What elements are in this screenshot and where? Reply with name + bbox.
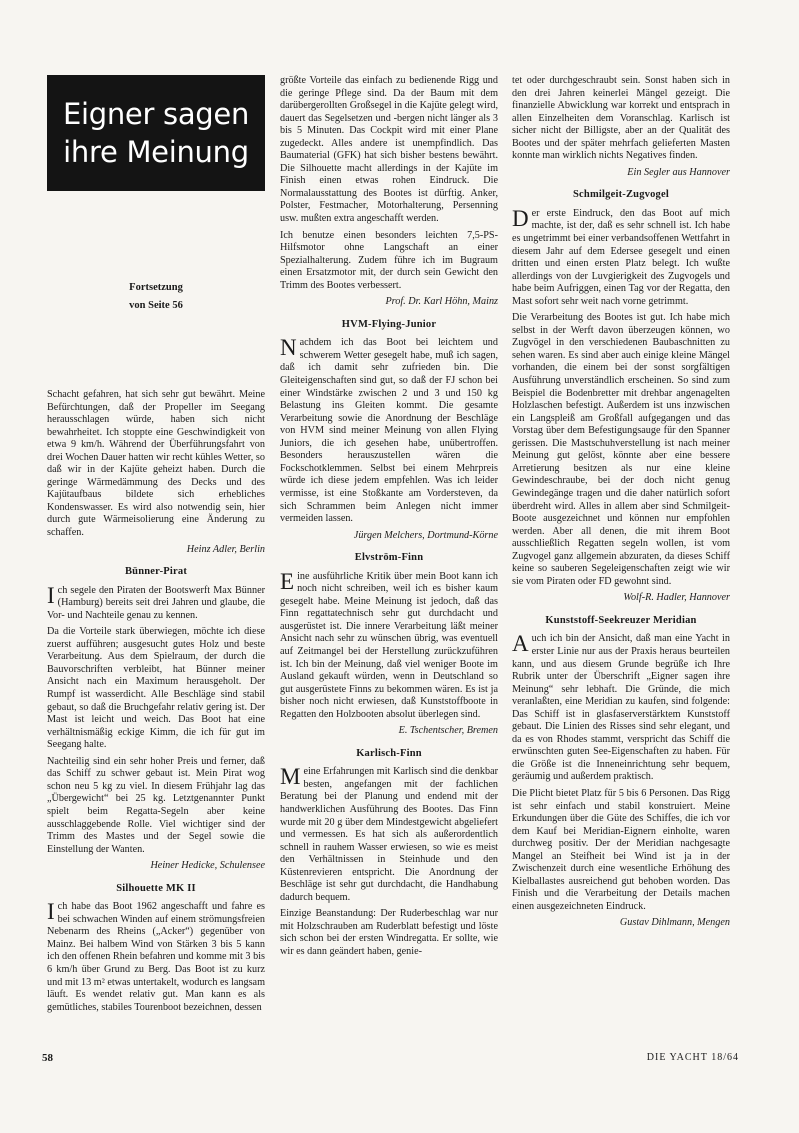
author-signature: Prof. Dr. Karl Höhn, Mainz bbox=[385, 296, 498, 308]
paragraph: Nachteilig sind ein sehr hoher Preis und ferner, daß das Schiff zu schwer gebaut ist. Mein Pirat wog schon neu 5 kg zu viel. In diesem Frühjahr lag das „Übergewicht“ bei 25 kg. Letztgenannter Punkt spielt beim Regatta-Segeln aber keine ausschlaggebende Rolle. Viel wichtiger sind der Trimm des Mastes und der Segel sowie die Einstellung der Wanten. bbox=[47, 755, 265, 855]
paragraph: größte Vorteile das einfach zu bedienende Rigg und die geringe Pflege sind. Da der Baum mit dem darübergerollten Großsegel in die Kajüte gelegt wird, dauert das Segelsetzen und -bergen nicht länger als 3 bis 5 Minuten. Das Cockpit wird mit einer Plane zugedeckt. Alles andere ist unempfindlich. Das Baumaterial (GFK) hat sich bisher bestens bewährt. Die Silhouette macht allerdings in der Kajüte im Finish einen etwas rohen Eindruck. Die Normalausstattung des Bootes ist dürftig. Anker, Polster, Festmacher, Motorhalterung, Persenning usw. mußten extra angeschafft werden. bbox=[280, 75, 498, 225]
author-signature: Wolf-R. Hadler, Hannover bbox=[623, 592, 730, 604]
magazine-footer: DIE YACHT 18/64 bbox=[646, 1052, 739, 1063]
continued-line-1: Fortsetzung bbox=[129, 282, 183, 293]
author-signature: Jürgen Melchers, Dortmund-Körne bbox=[353, 529, 498, 541]
section-heading: HVM-Flying-Junior bbox=[341, 318, 437, 330]
paragraph: Da die Vorteile stark überwiegen, möchte ich diese zuerst aufführen; ausgesucht gutes Holz und beste Verarbeitung. Aus dem Spielraum, der durch die Bauvorschriften verbleibt, hat Bünner meiner Ansicht nach ein Maximum herausgeholt. Der Rumpf ist wasserdicht. Alle Beschläge sind stabil gebaut, so daß die Bruchgefahr relativ gering ist. Der Mast ist leicht und weich. Das Boot hat eine verhältnismäßig eckige Kimm, die ich für gut im Seegang halte. bbox=[47, 626, 265, 751]
paragraph: Ich benutze einen besonders leichten 7,5-PS-Hilfsmotor ohne Langschaft an einer Spezialhalterung. Zudem führe ich im Bugraum einen Ersatzmotor mit, der durch sein Gewicht den Trimm des Bootes verbessert. bbox=[280, 229, 498, 291]
section-heading: Elvström-Finn bbox=[354, 552, 424, 564]
author-signature: Gustav Dihlmann, Mengen bbox=[619, 917, 730, 929]
headline-line-1: Eigner sagen bbox=[62, 97, 250, 131]
page-number: 58 bbox=[42, 1052, 53, 1064]
column-2 bbox=[280, 75, 498, 963]
section-heading: Schmilgeit-Zugvogel bbox=[573, 189, 669, 201]
paragraph: Meine Erfahrungen mit Karlisch sind die denkbar besten, angefangen mit der fachlichen Beratung bei der Planung und endend mit der handwerklichen Ausführung des Bootes. Das Finn wurde mit 20 g über dem Mindestgewicht abgeliefert und vermessen. Es hat sich als außerordentlich schnell in rauhem Wasser erwiesen, so wie es meist den Verhältnissen in Steinhude und den Küstenrevieren entspricht. Die Anordnung der Beschläge ist sehr gut durchdacht, die Handhabung dadurch bequem. bbox=[280, 764, 498, 903]
column-3 bbox=[512, 75, 730, 940]
author-signature: E. Tschentscher, Bremen bbox=[398, 725, 498, 737]
paragraph: Die Plicht bietet Platz für 5 bis 6 Personen. Das Rigg ist sehr einfach und stabil konstruiert. Meine Erkundungen über die Güte des Schiffes, die ich vor dem Kauf bei Meridian-Eignern einholte, waren durchweg positiv. Der der Meridian nachgesagte Mangel an Steifheit bei Wind ist ja in der Zwischenzeit durch eine wesentliche Erhöhung des Kielballastes ausreichend gut behoben worden. Das Finish und die Verarbeitung der Details machen einen ausgezeichneten Eindruck. bbox=[512, 787, 730, 912]
paragraph: Schacht gefahren, hat sich sehr gut bewährt. Meine Befürchtungen, daß der Propeller im Seegang herausschlagen würde, haben sich nicht bewahrheitet. Ich stoppte eine Geschwindigkeit von etwa 9 km/h. Während der Überführungsfahrt von drei Wochen Dauer hatten wir recht kühles Wetter, so daß wir in der Kajüte geheizt haben. Durch die geringe Wärmedämmung des Decks und des Kajütaufbaus bildete sich erhebliches Kondenswasser. Es wird also notwendig sein, hier durch gute Wärmeisolierung eine Änderung zu schaffen. bbox=[47, 389, 265, 539]
author-signature: Heiner Hedicke, Schulensee bbox=[150, 860, 265, 872]
section-heading: Karlisch-Finn bbox=[356, 747, 422, 759]
paragraph: Ich habe das Boot 1962 angeschafft und fahre es bei schwachen Winden auf einem strömungsfreien Nebenarm des Rheins („Acker“) gegenüber von Mainz. Bei halbem Wind von Stärken 3 bis 5 kann ich den offenen Rhein befahren und komme mit 3 bis 6 km/h über Grund zu Berg. Das Boot ist zu kurz und mit 13 m² etwas untertakelt, wodurch es langsam läuft. Es wendet relativ gut. Man kann es als gemütliches, stabiles Tourenboot bezeichnen, dessen bbox=[47, 899, 265, 1013]
author-signature: Heinz Adler, Berlin bbox=[186, 543, 265, 555]
author-signature: Ein Segler aus Hannover bbox=[627, 166, 730, 178]
paragraph: Ich segele den Piraten der Bootswerft Max Bünner (Hamburg) bereits seit drei Jahren und glaube, die Vor- und Nachteile genau zu kennen. bbox=[47, 582, 265, 621]
paragraph: Auch ich bin der Ansicht, daß man eine Yacht in erster Linie nur aus der Praxis heraus beurteilen kann, und aus diesem Grunde begrüße ich Ihre Rubrik unter der Überschrift „Eigner sagen ihre Meinung“ sehr lebhaft. Die Gründe, die mich veranlaßten, eine Meridian zu kaufen, sind folgende: Das Schiff ist in glasfaserverstärktem Kunststoff gebaut. Die Linien des Risses sind sehr elegant, und da es von Rhodes stammt, verspricht das Schiff die erwünschten guten See-Eigenschaften zu haben. Für die Größe ist die Inneneinrichtung sehr bequem, geräumig und außerdem praktisch. bbox=[512, 631, 730, 783]
paragraph: Nachdem ich das Boot bei leichtem und schwerem Wetter gesegelt habe, muß ich sagen, daß ich damit sehr zufrieden bin. Die Gleiteigenschaften sind gut, so daß der FJ schon bei einer Windstärke zwischen 2 und 3 und 150 kg Belastung ins Gleiten kommt. Die gesamte Verarbeitung sowie die Anordnung der Beschläge von HVM sind meiner Meinung von allen Flying Juniors, die ich gesehen habe, unübertroffen. Besonders herauszustellen wären die Fockschotklemmen. Selbst bei einem Mehrpreis würde ich diese jedem empfehlen. Was ich leider vermisse, ist eine Stoßkante am Vordersteven, da sich Schrammen beim Anlegen nicht immer vermeiden lassen. bbox=[280, 335, 498, 525]
headline-line-2: ihre Meinung bbox=[63, 135, 249, 169]
section-heading: Kunststoff-Seekreuzer Meridian bbox=[545, 614, 697, 626]
column-1 bbox=[47, 75, 265, 1018]
continued-line-2: von Seite 56 bbox=[129, 300, 183, 311]
continued-note bbox=[47, 279, 265, 315]
headline-box bbox=[47, 75, 265, 191]
paragraph: Einzige Beanstandung: Der Ruderbeschlag war nur mit Holzschrauben am Ruderblatt befestigt und löste sich schon bei der ersten Windregatta. Er sollte, wie wir es dann geändert haben, genie- bbox=[280, 908, 498, 957]
section-heading: Bünner-Pirat bbox=[124, 566, 188, 578]
paragraph: Eine ausführliche Kritik über mein Boot kann ich noch nicht schreiben, weil ich es bisher kaum gesegelt habe. Meine Meinung ist jedoch, daß das Finn regattatechnisch sehr gut durchdacht und ausgerüstet ist. Die innere Verarbeitung läßt meiner Ansicht nach sehr zu wünschen übrig, was eventuell auf Zeitmangel bei der Herstellung zurückzuführen ist. Ich bin der Meinung, daß viel weniger Boote im Ausland gekauft würden, wenn in Deutschland so gut ausgerüstete Finns zu bekommen wären. Es ist ja bisher noch nicht erwiesen, daß Kunststoffboote in Regatten den Holzbooten absolut überlegen sind. bbox=[280, 568, 498, 720]
paragraph: Die Verarbeitung des Bootes ist gut. Ich habe mich selbst in der Werft davon überzeugen können, wo Zugvögel in den verschiedenen Baubaschnitten zu sehen waren. Es sind aber auch einige kleine Mängel vorhanden, die einem bei der sonst sorgfältigen Ausführung unverständlich erscheinen. So sind zum Beispiel die Bodenbretter mit drehbar angenagelten Holzlaschen befestigt. Außerdem ist uns inzwischen ein Langspleiß am Großfall aufgegangen und das Vorstag über dem Befestigungsauge für den Spanner gerissen. Die Mastschuhverstellung ist nach meiner Meinung gut gelöst, könnte aber eine bessere Arretierung besitzen als nur eine kleine Gewindeschraube, bei der doch nicht genug Gewindegänge tragen und die daher natürlich sofort überdreht wird. Alles in allem aber sind Schmilgeit-Boote ausgezeichnet und können nur empfohlen werden. Aber all denen, die mit ihrem Boot ausschließlich Regatten segeln wollen, ist vom Zugvogel ganz allgemein abzuraten, da dieses Schiff keine so sauberen Segeleigenschaften zeigt wie wir sie vom Piraten oder FD gewohnt sind. bbox=[512, 312, 730, 587]
paragraph: tet oder durchgeschraubt sein. Sonst haben sich in den drei Jahren keinerlei Mängel gezeigt. Die finanzielle Abwicklung war korrekt und entsprach in allen Einzelheiten dem Voranschlag. Karlisch ist sicher nicht der Billigste, aber an der Qualität des Bootes und der später mehrfach gelieferten Masten konnte man wirklich nichts Negatives finden. bbox=[512, 75, 730, 162]
section-heading: Silhouette MK II bbox=[116, 882, 196, 894]
paragraph: Der erste Eindruck, den das Boot auf mich machte, ist der, daß es sehr schnell ist. Ich habe es ungetrimmt bei einer verbandsoffenen Wettfahrt in diesem Jahr auf dem Edersee gesegelt und einen dritten und einen ersten Platz belegt. Ich wußte allerdings von der Luvgierigkeit des Zugvogels und habe beim Aufriggen, einen Tag vor der Regatta, den Mast sofort sehr weit nach vorne getrimmt. bbox=[512, 205, 730, 307]
